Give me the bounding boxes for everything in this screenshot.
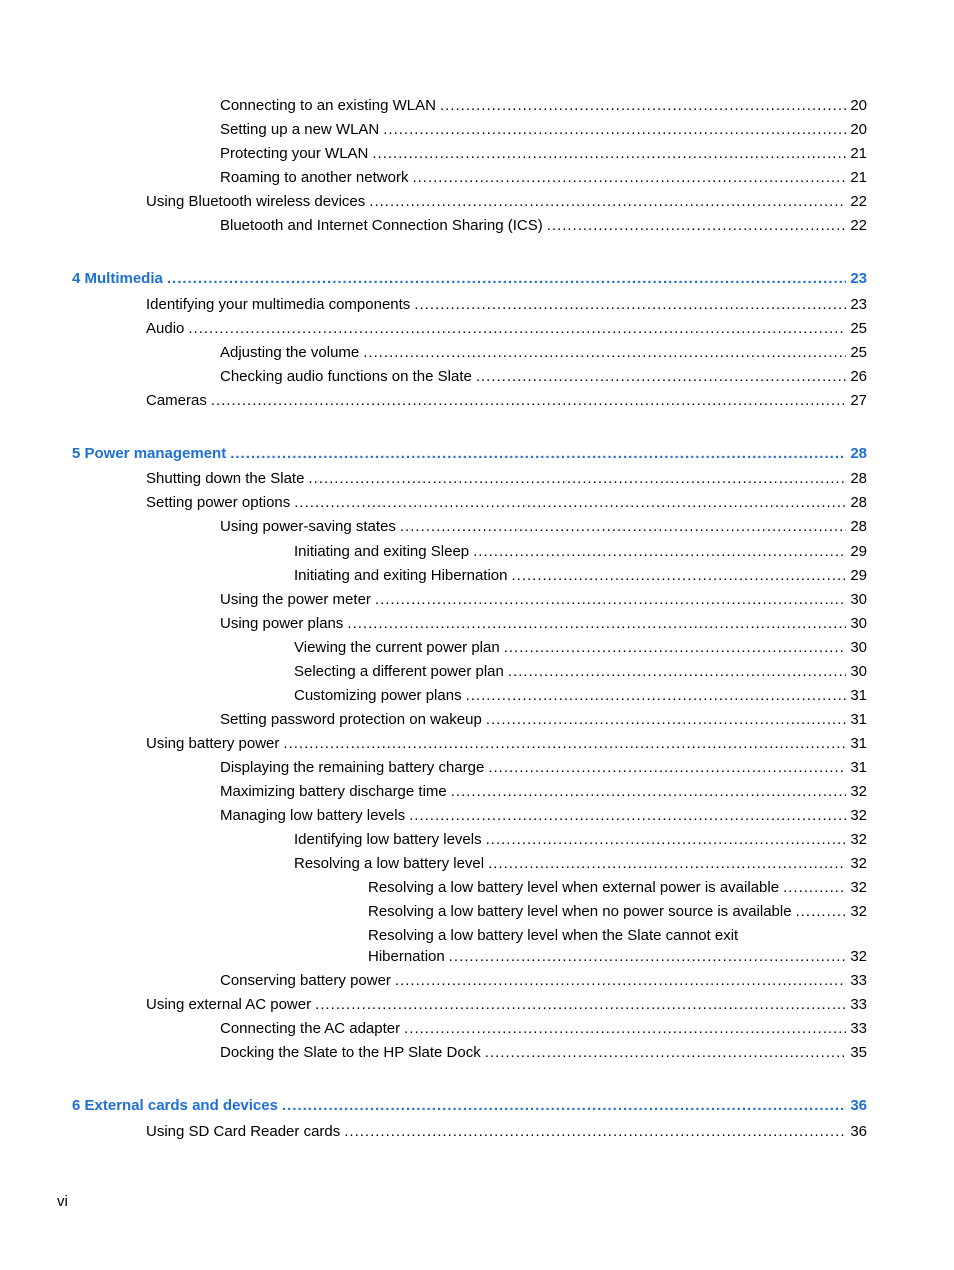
dot-leader (508, 662, 846, 682)
dot-leader (409, 806, 846, 826)
toc-entry-page: 32 (850, 831, 867, 848)
toc-entry[interactable] (146, 734, 867, 754)
dot-leader (372, 144, 846, 164)
toc-entry-page: 20 (850, 97, 867, 114)
dot-leader (414, 295, 846, 315)
toc-entry-page: 33 (850, 1020, 867, 1037)
toc-entry-title: Resolving a low battery level when external power is available (368, 879, 780, 896)
toc-entry-page: 30 (850, 663, 867, 680)
dot-leader (369, 192, 846, 212)
dot-leader (315, 995, 846, 1015)
toc-chapter-entry[interactable] (72, 1096, 867, 1116)
dot-leader (783, 878, 846, 898)
toc-entry-title: Using power plans (220, 615, 344, 632)
toc-entry[interactable] (220, 614, 867, 634)
dot-leader (282, 1096, 846, 1116)
dot-leader (511, 566, 846, 586)
toc-entry-title: Shutting down the Slate (146, 470, 305, 487)
dot-leader (796, 902, 847, 922)
toc-entry-title: Docking the Slate to the HP Slate Dock (220, 1044, 481, 1061)
toc-entry-page: 32 (850, 879, 867, 896)
toc-entry[interactable] (146, 995, 867, 1015)
toc-entry-page: 30 (850, 615, 867, 632)
toc-entry[interactable] (368, 878, 867, 898)
dot-leader (488, 758, 846, 778)
toc-entry-title: Using external AC power (146, 996, 312, 1013)
dot-leader (473, 542, 846, 562)
toc-entry-title: Audio (146, 320, 185, 337)
toc-entry-page: 26 (850, 368, 867, 385)
toc-entry-title: Using the power meter (220, 591, 371, 608)
dot-leader (344, 1122, 846, 1142)
toc-entry-page: 35 (850, 1044, 867, 1061)
dot-leader (440, 96, 846, 116)
dot-leader (211, 391, 846, 411)
toc-entry[interactable] (220, 517, 867, 537)
toc-entry[interactable] (220, 590, 867, 610)
toc-entry-title: Setting password protection on wakeup (220, 711, 482, 728)
toc-entry[interactable] (146, 1122, 867, 1142)
toc-entry[interactable] (146, 391, 867, 411)
dot-leader (476, 367, 846, 387)
toc-entry-page: 28 (850, 494, 867, 511)
toc-entry[interactable] (294, 542, 867, 562)
toc-entry-title: Bluetooth and Internet Connection Sharing (ICS) (220, 217, 543, 234)
toc-entry-page: 21 (850, 145, 867, 162)
dot-leader (230, 444, 846, 464)
toc-entry-title: Adjusting the volume (220, 344, 360, 361)
dot-leader (451, 782, 847, 802)
dot-leader (412, 168, 846, 188)
toc-entry-page: 31 (850, 735, 867, 752)
toc-entry[interactable] (220, 1043, 867, 1063)
toc-entry-page: 29 (850, 543, 867, 560)
dot-leader (488, 854, 846, 874)
toc-entry-title: Conserving battery power (220, 972, 391, 989)
toc-entry-title: Cameras (146, 392, 207, 409)
toc-entry-title: Setting up a new WLAN (220, 121, 380, 138)
toc-entry-page: 25 (850, 320, 867, 337)
toc-entry[interactable] (294, 662, 867, 682)
toc-entry-title: Initiating and exiting Hibernation (294, 567, 508, 584)
dot-leader (486, 710, 846, 730)
dot-leader (383, 120, 846, 140)
toc-entry-page: 36 (850, 1123, 867, 1140)
toc-entry-page: 21 (850, 169, 867, 186)
toc-entry-title: Using SD Card Reader cards (146, 1123, 341, 1140)
toc-entry[interactable] (220, 216, 867, 236)
toc-chapter-entry[interactable] (72, 269, 867, 289)
toc-chapter-entry[interactable] (72, 444, 867, 464)
toc-entry-title-line[interactable]: Resolving a low battery level when the Slate cannot exit (368, 927, 739, 944)
toc-entry-title: Resolving a low battery level when no power source is available (368, 903, 792, 920)
toc-entry[interactable] (146, 319, 867, 339)
toc-entry[interactable] (220, 367, 867, 387)
dot-leader (375, 590, 846, 610)
toc-entry-page: 31 (850, 711, 867, 728)
toc-entry[interactable] (220, 1019, 867, 1039)
toc-entry-title: Identifying your multimedia components (146, 296, 411, 313)
toc-entry[interactable] (146, 493, 867, 513)
toc-entry-page: 29 (850, 567, 867, 584)
dot-leader (363, 343, 846, 363)
toc-entry[interactable] (220, 120, 867, 140)
toc-entry-page: 31 (850, 687, 867, 704)
toc-entry[interactable] (294, 638, 867, 658)
dot-leader (283, 734, 846, 754)
dot-leader (395, 971, 846, 991)
dot-leader (504, 638, 847, 658)
toc-entry-page: 36 (850, 1097, 867, 1114)
toc-entry-page: 33 (850, 972, 867, 989)
toc-entry-title: Using power-saving states (220, 518, 396, 535)
toc-entry[interactable] (220, 758, 867, 778)
toc-entry[interactable] (220, 343, 867, 363)
toc-entry[interactable] (146, 295, 867, 315)
toc-entry[interactable] (294, 830, 867, 850)
toc-entry-title: Checking audio functions on the Slate (220, 368, 472, 385)
toc-entry-page: 25 (850, 344, 867, 361)
toc-entry[interactable] (294, 566, 867, 586)
toc-entry-page: 28 (850, 445, 867, 462)
toc-entry-title: Connecting to an existing WLAN (220, 97, 436, 114)
dot-leader (485, 1043, 847, 1063)
dot-leader (167, 269, 846, 289)
toc-entry-title: 4 Multimedia (72, 270, 163, 287)
toc-entry-title: Protecting your WLAN (220, 145, 369, 162)
toc-entry-page: 32 (850, 807, 867, 824)
toc-entry-page: 32 (850, 903, 867, 920)
toc-entry-title: Setting power options (146, 494, 291, 511)
toc-entry[interactable] (294, 854, 867, 874)
toc-entry-title: 6 External cards and devices (72, 1097, 278, 1114)
toc-entry-title: Roaming to another network (220, 169, 409, 186)
toc-entry-page: 23 (850, 270, 867, 287)
toc-entry-page: 20 (850, 121, 867, 138)
dot-leader (347, 614, 846, 634)
dot-leader (294, 493, 846, 513)
toc-entry[interactable] (220, 168, 867, 188)
toc-entry-page: 30 (850, 591, 867, 608)
toc-entry-page: 22 (850, 193, 867, 210)
toc-entry-page: 31 (850, 759, 867, 776)
toc-entry[interactable] (220, 806, 867, 826)
toc-entry-page: 33 (850, 996, 867, 1013)
toc-entry-title: Initiating and exiting Sleep (294, 543, 470, 560)
toc-entry[interactable] (220, 144, 867, 164)
toc-entry-page: 23 (850, 296, 867, 313)
dot-leader (188, 319, 846, 339)
toc-entry-page: 32 (850, 948, 867, 965)
toc-entry-title: Customizing power plans (294, 687, 462, 704)
toc-entry-title: Selecting a different power plan (294, 663, 504, 680)
toc-entry[interactable] (220, 96, 867, 116)
dot-leader (547, 216, 847, 236)
toc-entry-page: 28 (850, 470, 867, 487)
toc-entry-page: 22 (850, 217, 867, 234)
toc-entry-title: Maximizing battery discharge time (220, 783, 447, 800)
toc-entry-page: 32 (850, 783, 867, 800)
toc-entry[interactable] (220, 971, 867, 991)
toc-entry-title: Identifying low battery levels (294, 831, 482, 848)
toc-entry[interactable] (368, 947, 867, 967)
toc-entry-title: Resolving a low battery level (294, 855, 485, 872)
toc-entry-page: 27 (850, 392, 867, 409)
toc-entry[interactable] (294, 686, 867, 706)
toc-entry-page: 32 (850, 855, 867, 872)
dot-leader (466, 686, 847, 706)
toc-entry-title: Viewing the current power plan (294, 639, 500, 656)
toc-entry[interactable] (368, 902, 867, 922)
page-number: vi (57, 1193, 68, 1210)
toc-entry[interactable] (146, 192, 867, 212)
toc-entry-title: 5 Power management (72, 445, 227, 462)
dot-leader (404, 1019, 846, 1039)
dot-leader (308, 469, 846, 489)
toc-entry-title: Hibernation (368, 948, 445, 965)
toc-entry-title: Managing low battery levels (220, 807, 406, 824)
toc-entry-title: Displaying the remaining battery charge (220, 759, 485, 776)
dot-leader (486, 830, 847, 850)
dot-leader (449, 947, 847, 967)
dot-leader (400, 517, 846, 537)
toc-entry[interactable] (220, 782, 867, 802)
toc-entry[interactable] (220, 710, 867, 730)
toc-entry-page: 30 (850, 639, 867, 656)
toc-entry-title: Using battery power (146, 735, 280, 752)
toc-entry-page: 28 (850, 518, 867, 535)
toc-entry-title: Using Bluetooth wireless devices (146, 193, 366, 210)
toc-entry[interactable] (146, 469, 867, 489)
toc-entry-title: Connecting the AC adapter (220, 1020, 401, 1037)
